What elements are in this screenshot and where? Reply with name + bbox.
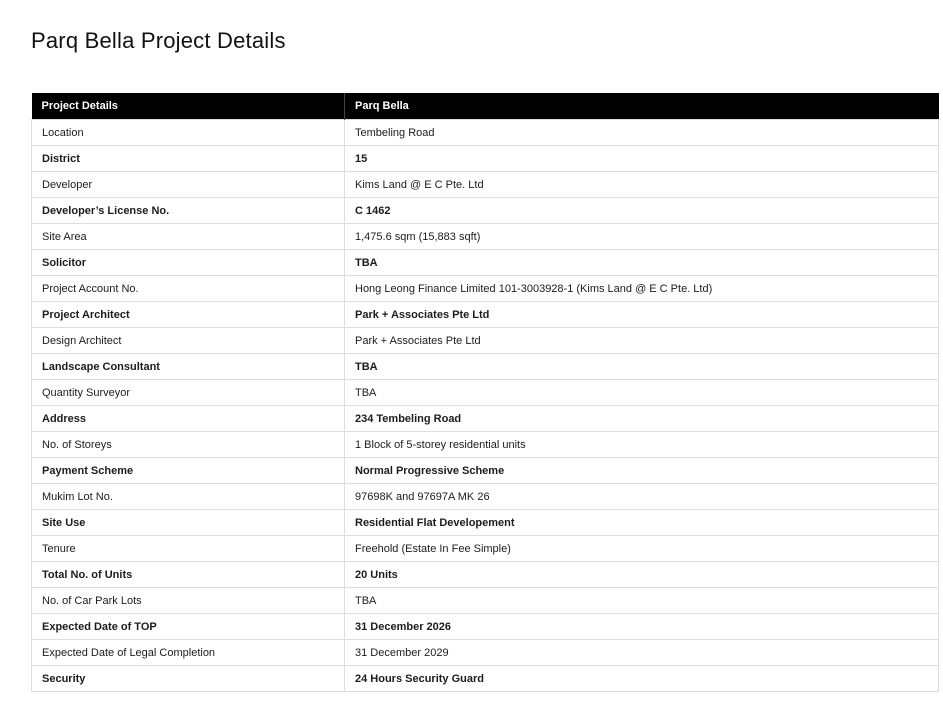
table-row bbox=[32, 224, 939, 250]
table-row bbox=[32, 588, 939, 614]
table-row bbox=[32, 328, 939, 354]
row-value: TBA bbox=[345, 354, 939, 380]
row-value: Hong Leong Finance Limited 101-3003928-1 (Kims Land @ E C Pte. Ltd) bbox=[345, 276, 939, 302]
row-label: Total No. of Units bbox=[32, 562, 345, 588]
project-details-table bbox=[31, 93, 939, 692]
row-label: Site Area bbox=[32, 224, 345, 250]
row-value: Normal Progressive Scheme bbox=[345, 458, 939, 484]
table-row bbox=[32, 666, 939, 692]
row-label: Design Architect bbox=[32, 328, 345, 354]
row-label: Mukim Lot No. bbox=[32, 484, 345, 510]
row-value: 31 December 2026 bbox=[345, 614, 939, 640]
table-row bbox=[32, 510, 939, 536]
row-label: Developer bbox=[32, 172, 345, 198]
row-label: Security bbox=[32, 666, 345, 692]
row-label: Location bbox=[32, 120, 345, 146]
table-row bbox=[32, 380, 939, 406]
header-project-name: Parq Bella bbox=[345, 93, 939, 120]
row-value: 31 December 2029 bbox=[345, 640, 939, 666]
row-label: Landscape Consultant bbox=[32, 354, 345, 380]
row-label: Expected Date of TOP bbox=[32, 614, 345, 640]
page-title: Parq Bella Project Details bbox=[31, 28, 286, 53]
row-value: 97698K and 97697A MK 26 bbox=[345, 484, 939, 510]
table-row bbox=[32, 406, 939, 432]
row-label: Project Account No. bbox=[32, 276, 345, 302]
row-value: 24 Hours Security Guard bbox=[345, 666, 939, 692]
row-label: Quantity Surveyor bbox=[32, 380, 345, 406]
table-row bbox=[32, 146, 939, 172]
row-value: Freehold (Estate In Fee Simple) bbox=[345, 536, 939, 562]
table-row bbox=[32, 276, 939, 302]
row-label: Solicitor bbox=[32, 250, 345, 276]
table-row bbox=[32, 458, 939, 484]
row-value: Kims Land @ E C Pte. Ltd bbox=[345, 172, 939, 198]
row-label: No. of Storeys bbox=[32, 432, 345, 458]
row-value: 234 Tembeling Road bbox=[345, 406, 939, 432]
header-project-details: Project Details bbox=[32, 93, 345, 120]
table-row bbox=[32, 536, 939, 562]
table-row bbox=[32, 120, 939, 146]
table-row bbox=[32, 484, 939, 510]
row-value: 20 Units bbox=[345, 562, 939, 588]
table-row bbox=[32, 172, 939, 198]
row-label: Expected Date of Legal Completion bbox=[32, 640, 345, 666]
table-row bbox=[32, 614, 939, 640]
row-value: TBA bbox=[345, 588, 939, 614]
row-label: Developer’s License No. bbox=[32, 198, 345, 224]
row-label: Payment Scheme bbox=[32, 458, 345, 484]
table-row bbox=[32, 640, 939, 666]
row-label: Tenure bbox=[32, 536, 345, 562]
row-value: TBA bbox=[345, 380, 939, 406]
row-value: 15 bbox=[345, 146, 939, 172]
table-row bbox=[32, 354, 939, 380]
table-row bbox=[32, 432, 939, 458]
row-label: Site Use bbox=[32, 510, 345, 536]
row-label: No. of Car Park Lots bbox=[32, 588, 345, 614]
row-value: 1 Block of 5-storey residential units bbox=[345, 432, 939, 458]
row-value: C 1462 bbox=[345, 198, 939, 224]
row-value: 1,475.6 sqm (15,883 sqft) bbox=[345, 224, 939, 250]
row-value: Park + Associates Pte Ltd bbox=[345, 328, 939, 354]
table-row bbox=[32, 302, 939, 328]
table-row bbox=[32, 562, 939, 588]
table-header-row bbox=[32, 93, 939, 120]
row-label: Address bbox=[32, 406, 345, 432]
row-value: Park + Associates Pte Ltd bbox=[345, 302, 939, 328]
row-label: Project Architect bbox=[32, 302, 345, 328]
row-value: Residential Flat Developement bbox=[345, 510, 939, 536]
row-value: Tembeling Road bbox=[345, 120, 939, 146]
table-row bbox=[32, 198, 939, 224]
row-label: District bbox=[32, 146, 345, 172]
row-value: TBA bbox=[345, 250, 939, 276]
table-row bbox=[32, 250, 939, 276]
